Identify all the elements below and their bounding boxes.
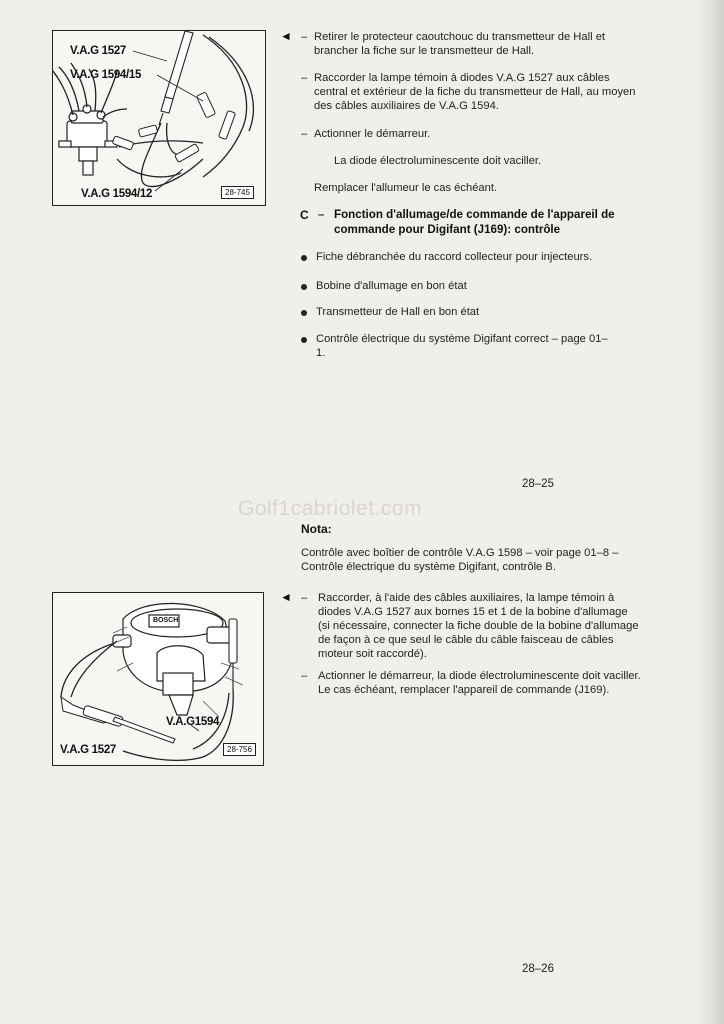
step-text: Actionner le démarreur. <box>314 128 431 140</box>
bullet-icon <box>301 255 307 261</box>
figure-coil-test <box>52 592 264 766</box>
bullet-icon <box>301 310 307 316</box>
bullet-icon <box>301 284 307 290</box>
bullet-text: Fiche débranchée du raccord collecteur pour injecteurs. <box>316 251 593 263</box>
figure-label-vag1594: V.A.G1594 <box>166 716 220 728</box>
figure-code: 28-756 <box>223 743 256 756</box>
nota-text: Contrôle avec boîtier de contrôle V.A.G 1598 – voir page 01–8 – Contrôle électrique du système Digifant, contrôle B. <box>301 547 619 573</box>
note-text: La diode électroluminescente doit vaciller. <box>334 155 542 167</box>
note-text: Remplacer l'allumeur le cas échéant. <box>314 182 498 194</box>
step-text: Raccorder, à l'aide des câbles auxiliaires, la lampe témoin à diodes V.A.G 1527 aux bornes 15 et 1 de la bobine d'allumage (si nécessaire, connecter la fiche double de la bobine d'allumage de façon à ce que seul le câble du câble faisceau de câbles moteur soit raccordé). <box>318 592 639 660</box>
section-heading: Fonction d'allumage/de commande de l'appareil de commande pour Digifant (J169): contrôle <box>334 208 615 236</box>
page-spine-shadow <box>694 0 724 1024</box>
hall-sender-illustration <box>53 31 265 205</box>
dash-marker: – <box>301 31 308 43</box>
bullet-text: Contrôle électrique du système Digifant correct – page 01–1. <box>316 333 608 359</box>
bullet-icon <box>301 337 307 343</box>
section-letter: C <box>300 208 309 222</box>
figure-label-vag1594-12: V.A.G 1594/12 <box>81 188 153 200</box>
page-number: 28–25 <box>522 478 554 490</box>
page-number: 28–26 <box>522 963 554 975</box>
bullet-text: Transmetteur de Hall en bon état <box>316 306 480 318</box>
dash-marker: – <box>301 128 308 140</box>
dash-marker: – <box>301 72 308 84</box>
dash-marker: – <box>301 592 308 604</box>
step-text: Raccorder la lampe témoin à diodes V.A.G 1527 aux câbles central et extérieur de la fiche du transmetteur de Hall, au moyen des câbles auxiliaires de V.A.G 1594. <box>314 72 636 112</box>
figure-label-vag1594-15: V.A.G 1594/15 <box>70 69 142 81</box>
dash-marker: – <box>318 209 325 221</box>
nota-label: Nota: <box>301 522 332 536</box>
dash-marker: – <box>301 670 308 682</box>
step-text: Actionner le démarreur, la diode électroluminescente doit vaciller. Le cas échéant, remplacer l'appareil de commande (J169). <box>318 670 641 696</box>
bullet-text: Bobine d'allumage en bon état <box>316 280 467 292</box>
step-text: Retirer le protecteur caoutchouc du transmetteur de Hall et brancher la fiche sur le transmetteur de Hall. <box>314 31 606 57</box>
figure-label-vag1527: V.A.G 1527 <box>60 744 117 756</box>
figure-code: 28-745 <box>221 186 254 199</box>
left-arrow-icon: ◄ <box>280 29 292 43</box>
watermark: Golf1cabriolet.com <box>238 497 423 520</box>
figure-hall-sender-test <box>52 30 266 206</box>
left-arrow-icon: ◄ <box>280 590 292 604</box>
coil-brand-label: BOSCH <box>153 617 179 624</box>
figure-label-vag1527: V.A.G 1527 <box>70 45 127 57</box>
